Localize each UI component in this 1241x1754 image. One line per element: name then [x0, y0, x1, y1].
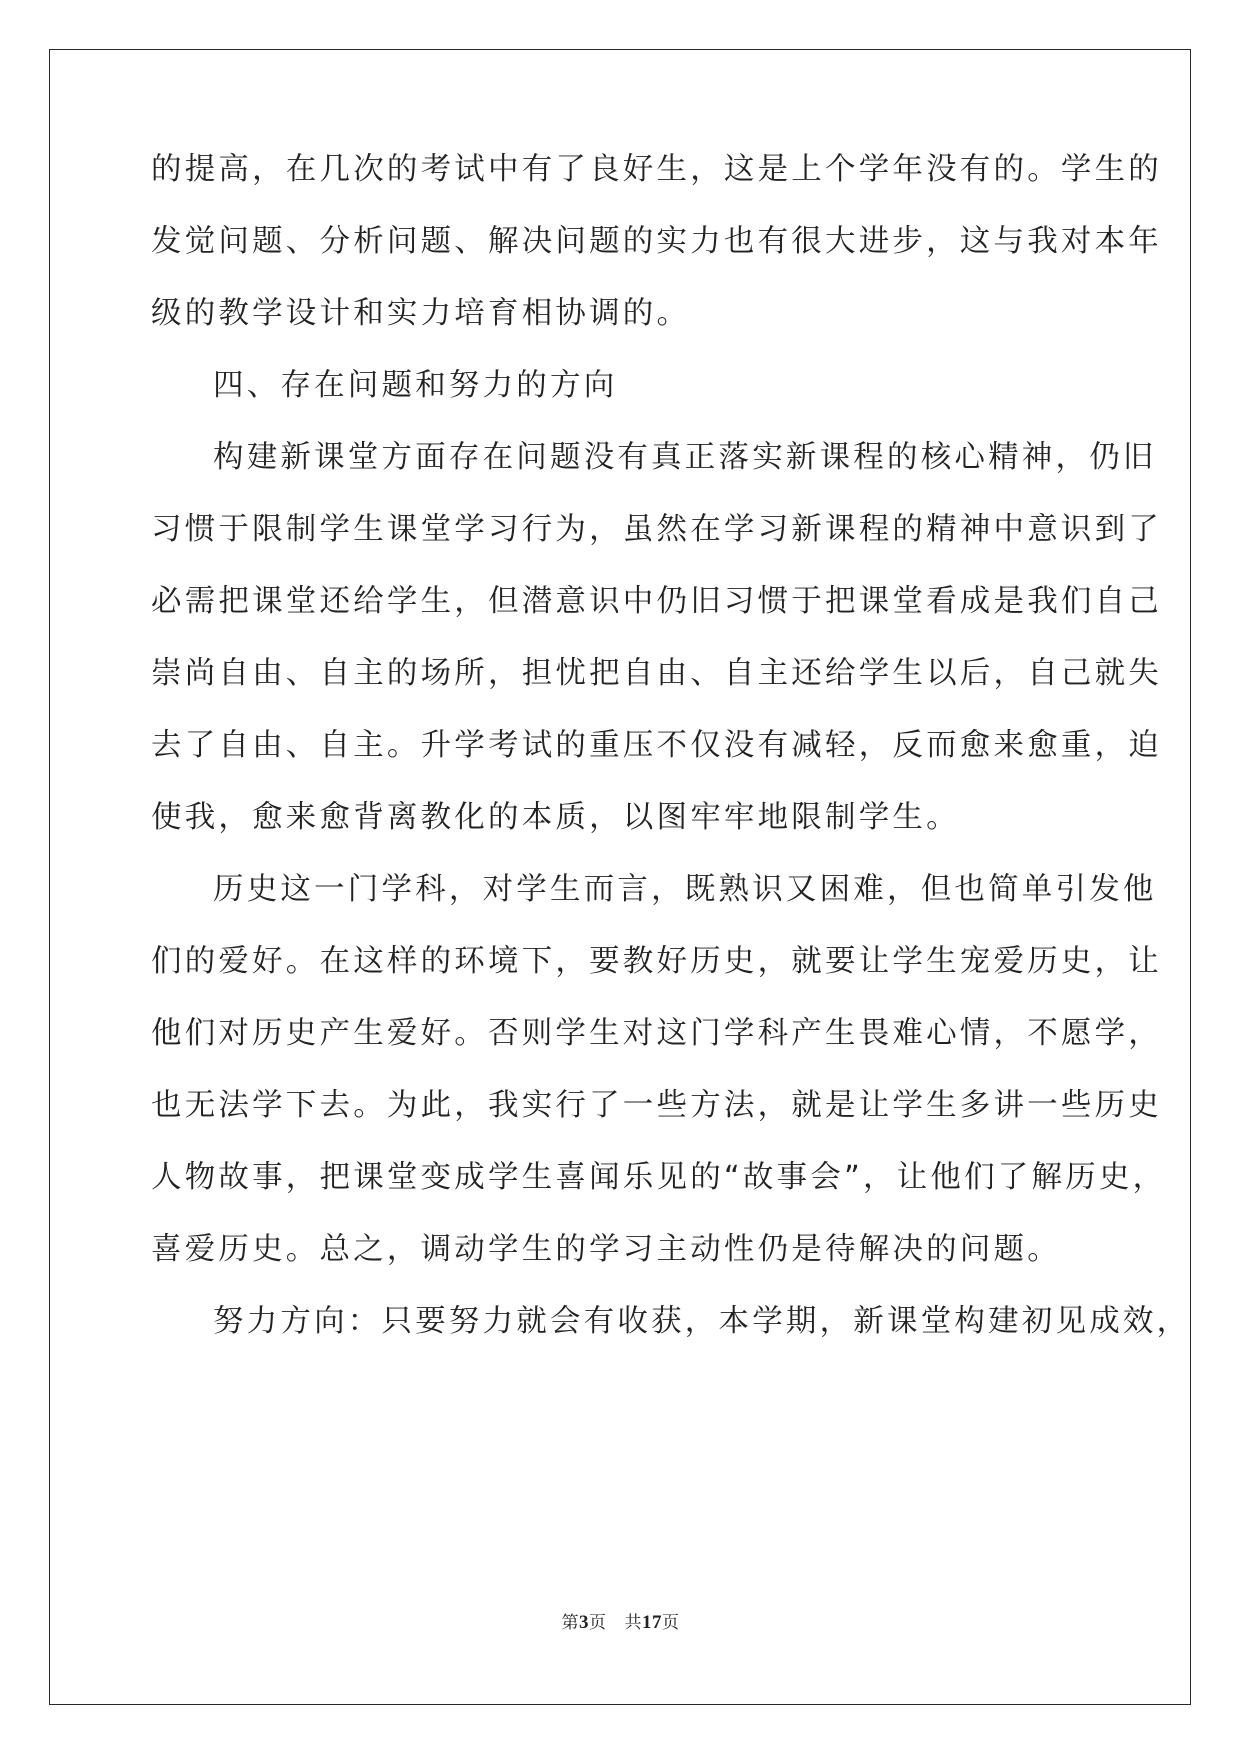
text-line: 历史这一门学科，对学生而言，既熟识又困难，但也简单引发他 — [213, 872, 1157, 907]
page-footer — [0, 1608, 1241, 1634]
footer-page-unit: 页 — [589, 1613, 607, 1633]
text-line: 的提高，在几次的考试中有了良好生，这是上个学年没有的。学生的 — [151, 152, 1162, 187]
text-line: 级的教学设计和实力培育相协调的。 — [151, 296, 691, 331]
text-line: 发觉问题、分析问题、解决问题的实力也有很大进步，这与我对本年 — [151, 224, 1162, 259]
footer-page-number: 3 — [579, 1612, 589, 1633]
text-line: 也无法学下去。为此，我实行了一些方法，就是让学生多讲一些历史 — [151, 1088, 1162, 1123]
text-line: 必需把课堂还给学生，但潜意识中仍旧习惯于把课堂看成是我们自己 — [151, 584, 1162, 619]
text-line: 构建新课堂方面存在问题没有真正落实新课程的核心精神，仍旧 — [213, 440, 1157, 475]
text-line: 使我，愈来愈背离教化的本质，以图牢牢地限制学生。 — [151, 800, 960, 835]
footer-total-pages: 17 — [642, 1612, 662, 1633]
footer-total-unit: 页 — [662, 1613, 680, 1633]
section-heading: 四、存在问题和努力的方向 — [213, 368, 618, 403]
text-line: 人物故事，把课堂变成学生喜闻乐见的“故事会”，让他们了解历史， — [151, 1160, 1167, 1195]
text-line: 喜爱历史。总之，调动学生的学习主动性仍是待解决的问题。 — [151, 1232, 1061, 1267]
footer-page-prefix: 第 — [561, 1613, 579, 1633]
text-line: 崇尚自由、自主的场所，担忧把自由、自主还给学生以后，自己就失 — [151, 656, 1162, 691]
text-line: 他们对历史产生爱好。否则学生对这门学科产生畏难心情，不愿学， — [151, 1016, 1162, 1051]
text-line: 努力方向：只要努力就会有收获，本学期，新课堂构建初见成效， — [213, 1304, 1191, 1339]
text-line: 去了自由、自主。升学考试的重压不仅没有减轻，反而愈来愈重，迫 — [151, 728, 1162, 763]
text-line: 们的爱好。在这样的环境下，要教好历史，就要让学生宠爱历史，让 — [151, 944, 1162, 979]
text-line: 习惯于限制学生课堂学习行为，虽然在学习新课程的精神中意识到了 — [151, 512, 1162, 547]
footer-total-prefix: 共 — [624, 1613, 642, 1633]
